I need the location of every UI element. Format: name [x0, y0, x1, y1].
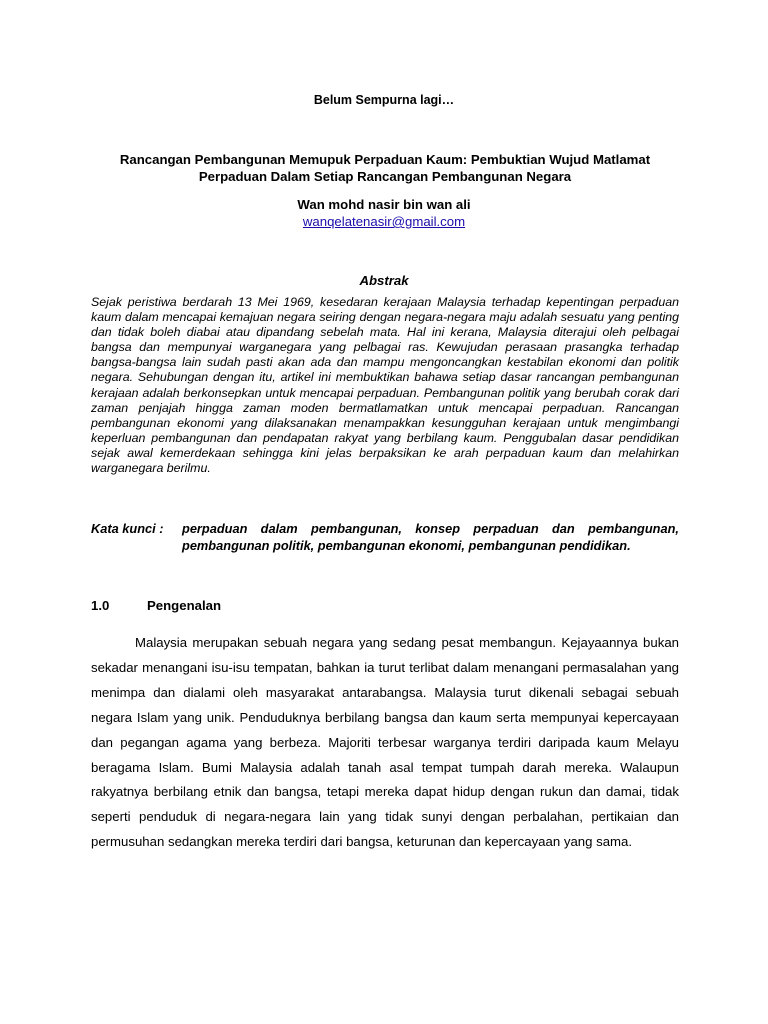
section-title: Pengenalan [147, 598, 222, 613]
abstract-text: Sejak peristiwa berdarah 13 Mei 1969, kesedaran kerajaan Malaysia terhadap kepentingan perpaduan kaum dalam mencapai kemajuan negara seiring dengan negara-negara maju adalah sesuatu yang penting dan tidak boleh diabai atau dipandang sebelah mata. Hal ini kerana, Malaysia diterajui oleh pelbagai bangsa dan mempunyai warganegara yang pelbagai ras. Kewujudan perasaan prasangka terhadap bangsa-bangsa lain sudah pasti akan ada dan mampu mengoncangkan kestabilan ekonomi dan politik negara. Sehubungan dengan itu, artikel ini membuktikan bahawa setiap dasar rancangan pembangunan kerajaan adalah berkonsepkan untuk mencapai perpaduan. Pembangunan politik yang berubah corak dari zaman penjajah hingga zaman moden bermatlamatkan untuk mencapai perpaduan. Rancangan pembangunan ekonomi yang dilaksanakan menampakkan kesungguhan kerajaan untuk mengimbangi keperluan pembangunan dan pendapatan rakyat yang berbilang kaum. Penggubalan dasar pendidikan sejak awal kemerdekaan sehingga kini jelas berpaksikan ke arah perpaduan kaum dan melahirkan warganegara berilmu. [91, 295, 679, 476]
keywords [91, 520, 679, 554]
intro-paragraph: Malaysia merupakan sebuah negara yang sedang pesat membangun. Kejayaannya bukan sekadar menangani isu-isu tempatan, bahkan ia turut terlibat dalam menangani permasalahan yang menimpa dan dialami oleh masyarakat antarabangsa. Malaysia turut dikenali sebagai sebuah negara Islam yang unik. Penduduknya berbilang bangsa dan kaum serta mempunyai kepercayaan dan pegangan agama yang berbeza. Majoriti terbesar warganya terdiri daripada kaum Melayu beragama Islam. Bumi Malaysia adalah tanah asal tempat tumpah darah mereka. Walaupun rakyatnya berbilang etnik dan bangsa, tetapi mereka dapat hidup dengan rukun dan damai, tidak seperti penduduk di negara-negara lain yang tidak sunyi dengan perbalahan, pertikaian dan permusuhan sedangkan mereka terdiri dari bangsa, keturunan dan kepercayaan yang sama. [91, 635, 679, 850]
paper-title: Rancangan Pembangunan Memupuk Perpaduan Kaum: Pembuktian Wujud Matlamat Perpaduan Dalam Setiap Rancangan Pembangunan Negara [119, 152, 651, 184]
author-email-line [0, 214, 768, 229]
draft-note: Belum Sempurna lagi… [313, 93, 455, 107]
section-heading [91, 598, 221, 613]
abstract-heading: Abstrak [359, 273, 409, 288]
author-email-link[interactable]: wanqelatenasir@gmail.com [302, 214, 466, 229]
section-number: 1.0 [91, 598, 110, 613]
author-name: Wan mohd nasir bin wan ali [297, 197, 471, 212]
keywords-label: Kata kunci : [91, 521, 164, 536]
keywords-text: perpaduan dalam pembangunan, konsep perpaduan dan pembangunan, pembangunan politik, pembangunan ekonomi, pembangunan pendidikan. [182, 521, 679, 553]
